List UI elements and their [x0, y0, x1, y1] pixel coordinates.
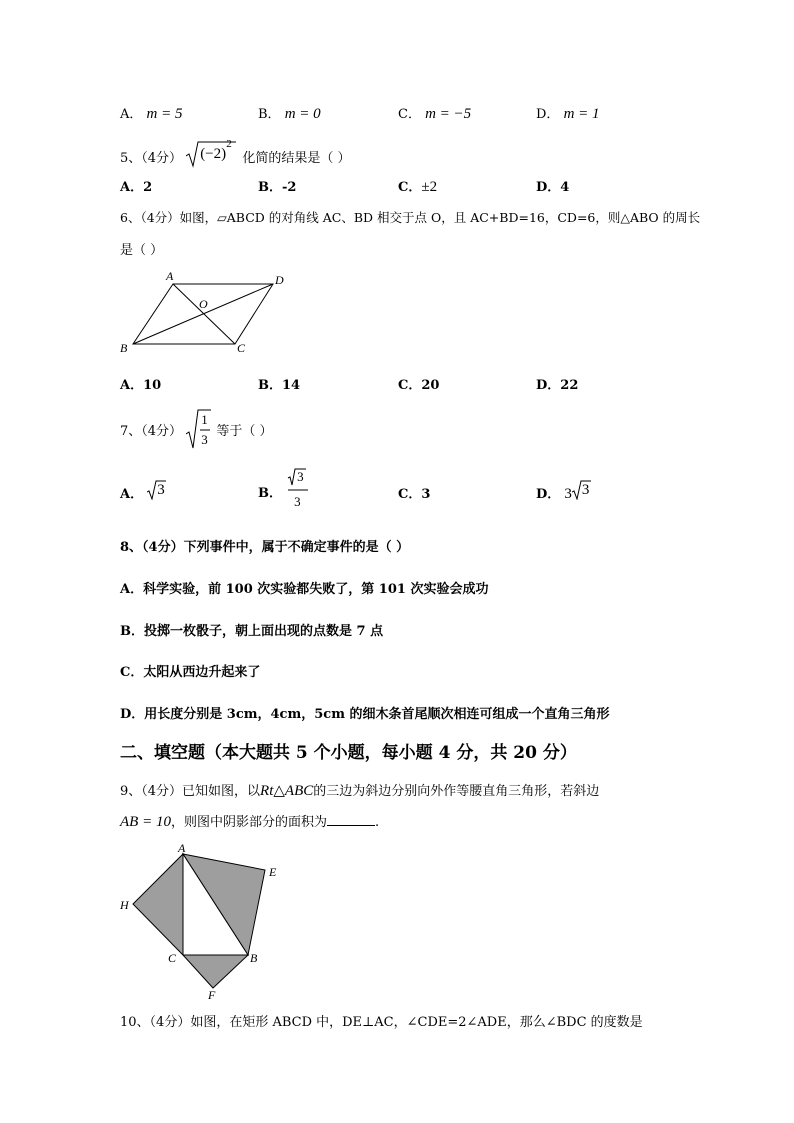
q9-label-a: A [178, 842, 186, 855]
q5-stem-text: 化简的结果是（ ） [242, 150, 351, 166]
q7-option-d-letter: D． [536, 487, 561, 502]
q9-line2-end: . [374, 815, 380, 830]
q6-option-c-letter: C． [398, 378, 422, 393]
q6-stem-line2: 是（ ） [120, 243, 164, 258]
q7-option-b-den: 3 [294, 494, 301, 509]
q4-option-c [398, 103, 471, 123]
q5-exponent: 2 [226, 138, 232, 150]
q6-option-b-value: 14 [282, 378, 301, 393]
q4-option-a [120, 103, 183, 123]
q6-option-b-letter: B． [258, 378, 282, 393]
q9-triangle-figure [115, 842, 295, 1002]
q4-option-a-expr: m = 5 [146, 106, 183, 122]
q9-answer-blank[interactable] [327, 813, 375, 826]
q7-option-b-num: 3 [297, 469, 304, 484]
q7-option-a-letter: A． [120, 487, 144, 502]
q6-option-a-value: 10 [143, 378, 162, 393]
q7-option-b [258, 468, 310, 514]
q7-frac-num: 1 [201, 412, 208, 427]
q6-label-c: C [237, 341, 246, 355]
q4-option-c-letter: C． [398, 107, 421, 122]
q7-option-d [536, 480, 592, 502]
q4-option-b-letter: B． [258, 107, 281, 122]
q7-option-d-radicand: 3 [581, 482, 590, 498]
q5-option-c-letter: C． [398, 180, 422, 195]
section-2-title: 二、填空题（本大题共 5 个小题，每小题 4 分，共 20 分） [120, 743, 577, 763]
q6-label-o: O [199, 297, 208, 311]
q4-option-d [536, 103, 600, 123]
q7-option-b-fraction [286, 468, 310, 514]
q5-option-a [120, 176, 152, 195]
q9-stem-line2 [120, 811, 379, 831]
q5-radicand: (−2) [200, 146, 227, 162]
q6-option-c [398, 374, 439, 393]
q9-label-f: F [208, 988, 216, 1002]
q6-option-a [120, 374, 161, 393]
q6-option-c-value: 20 [421, 378, 440, 393]
q9-line1-text-b: 的三边为斜边分别向外作等腰直角三角形，若斜边 [313, 784, 600, 799]
q6-option-d-letter: D． [536, 378, 561, 393]
q8-option-c: C．太阳从西边升起来了 [120, 665, 261, 680]
q4-option-d-expr: m = 1 [563, 106, 600, 122]
q7-option-d-coef: 3 [564, 486, 572, 502]
q5-prefix: 5、（4分） [120, 150, 183, 166]
q6-label-d: D [275, 273, 284, 287]
q4-option-c-expr: m = −5 [425, 106, 472, 122]
q5-option-b-letter: B． [258, 180, 282, 195]
q7-stem [120, 408, 272, 454]
q9-label-e: E [269, 865, 277, 879]
q7-prefix: 7、（4分） [120, 424, 183, 439]
q5-option-b [258, 176, 296, 195]
q5-option-c [398, 176, 437, 196]
q8-option-a: A．科学实验，前 100 次实验都失败了，第 101 次实验会成功 [120, 582, 489, 597]
q5-stem [120, 140, 350, 170]
q6-option-d-value: 22 [560, 378, 579, 393]
q9-label-c: C [168, 951, 177, 965]
q7-frac-den: 3 [201, 432, 208, 447]
q8-option-d: D．用长度分别是 3cm，4cm，5cm 的细木条首尾顺次相连可组成一个直角三角形 [120, 707, 610, 722]
q6-option-b [258, 374, 300, 393]
q7-option-c [398, 483, 430, 502]
q8-option-b: B．投掷一枚骰子，朝上面出现的点数是 7 点 [120, 624, 384, 639]
q7-option-c-letter: C． [398, 487, 422, 502]
q5-option-c-value: ±2 [421, 179, 438, 195]
q7-sqrt-fraction [186, 408, 212, 452]
q4-option-b [258, 103, 321, 123]
q5-option-d-letter: D． [536, 180, 561, 195]
q4-option-a-letter: A． [120, 107, 143, 122]
q4-option-d-letter: D． [536, 107, 560, 122]
q7-option-c-value: 3 [421, 487, 431, 502]
q5-option-b-value: -2 [282, 180, 297, 195]
q9-stem-line1 [120, 780, 599, 800]
q4-option-b-expr: m = 0 [284, 106, 321, 122]
q7-option-a-radicand: 3 [157, 482, 165, 498]
q5-option-d [536, 176, 569, 195]
q7-stem-text: 等于（ ） [216, 424, 273, 439]
q6-label-a: A [166, 269, 174, 283]
q9-line1-math: Rt△ABC [260, 783, 314, 799]
q9-label-h: H [120, 898, 129, 912]
q9-line2-text: ，则图中阴影部分的面积为 [170, 815, 327, 830]
q6-parallelogram-figure [115, 268, 295, 358]
q5-option-a-value: 2 [143, 180, 153, 195]
q5-option-a-letter: A． [120, 180, 144, 195]
q7-option-a-sqrt [147, 480, 167, 500]
q7-option-a [120, 480, 167, 502]
q7-option-d-sqrt [572, 480, 592, 500]
q7-radical-sign-icon [186, 408, 212, 452]
q10-stem-line1: 10、（4分）如图，在矩形 ABCD 中，DE⊥AC，∠CDE=2∠ADE，那么∠BDC 的度数是 [120, 1015, 643, 1030]
q9-label-b: B [250, 951, 258, 965]
q6-stem-line1: 6、（4分）如图，▱ABCD 的对角线 AC、BD 相交于点 O，且 AC+BD=16，CD=6，则△ABO 的周长 [120, 210, 701, 225]
q6-label-b: B [120, 341, 128, 355]
q8-stem: 8、（4分）下列事件中，属于不确定事件的是（ ） [120, 540, 410, 555]
q9-line1-text-a: 9、（4分）已知如图，以 [120, 784, 261, 799]
q6-option-d [536, 374, 578, 393]
q7-option-b-letter: B． [258, 486, 282, 501]
q9-line2-math: AB = 10 [120, 814, 171, 830]
q6-option-a-letter: A． [120, 378, 144, 393]
q5-sqrt-expression [186, 140, 238, 168]
q5-option-d-value: 4 [560, 180, 570, 195]
